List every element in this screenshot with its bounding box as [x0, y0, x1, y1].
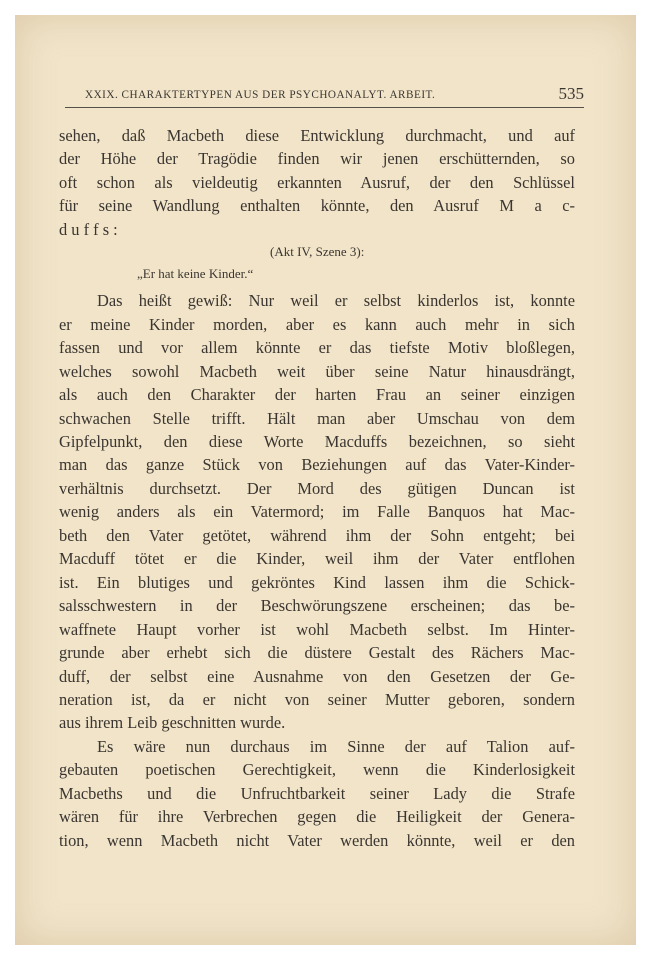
text-line: sehen, daß Macbeth diese Entwicklung durchmacht, und auf: [59, 126, 575, 145]
text-line: als auch den Charakter der harten Frau an seiner einzigen: [59, 385, 575, 405]
text-line: er meine Kinder morden, aber es kann auch mehr in sich: [59, 314, 575, 334]
text-line: salsschwestern in der Beschwörungszene erscheinen; das be-: [59, 596, 575, 616]
text-line: wären für ihre Verbrechen gegen die Heiligkeit der Genera-: [59, 807, 575, 827]
text-line: verhältnis durchsetzt. Der Mord des gütigen Duncan ist: [59, 478, 575, 498]
text-line: Macbeths und die Unfruchtbarkeit seiner Lady die Strafe: [59, 783, 575, 803]
paragraph-3: [59, 735, 575, 852]
page-header: [65, 77, 584, 108]
text-line: wenig anders als ein Vatermord; im Falle Banquos hat Mac-: [59, 502, 575, 522]
text-line: waffnete Haupt vorher ist wohl Macbeth selbst. Im Hinter-: [59, 619, 575, 639]
body-text: [59, 124, 575, 852]
text-line: d u f f s :: [59, 219, 118, 239]
text-line: duff, der selbst eine Ausnahme von den Gesetzen der Ge-: [59, 666, 575, 686]
text-line: welches sowohl Macbeth weit über seine Natur hinausdrängt,: [59, 361, 575, 381]
text-line: Das heißt gewiß: Nur weil er selbst kinderlos ist, konnte: [97, 291, 575, 311]
text-line: oft schon als vieldeutig erkannten Ausruf, der den Schlüssel: [59, 172, 575, 192]
paragraph-1: [59, 124, 575, 241]
text-line: Gipfelpunkt, den diese Worte Macduffs bezeichnen, so sieht: [59, 431, 575, 451]
text-line: gebauten poetischen Gerechtigkeit, wenn die Kinderlosigkeit: [59, 760, 575, 780]
text-line: der Höhe der Tragödie finden wir jenen erschütternden, so: [59, 149, 575, 169]
text-line: grunde aber erhebt sich die düstere Gestalt des Rächers Mac-: [59, 643, 575, 663]
paragraph-2: [59, 289, 575, 735]
text-line: Es wäre nun durchaus im Sinne der auf Talion auf-: [97, 736, 575, 756]
text-line: ist. Ein blutiges und gekröntes Kind lassen ihm die Schick-: [59, 572, 575, 592]
text-line: tion, wenn Macbeth nicht Vater werden könnte, weil er den: [59, 830, 575, 850]
running-head: XXIX. CHARAKTERTYPEN AUS DER PSYCHOANALYT. ARBEIT.: [85, 89, 436, 101]
page-number: 535: [558, 84, 584, 103]
text-line: schwachen Stelle trifft. Hält man aber Umschau von dem: [59, 408, 575, 428]
quote-reference: (Akt IV, Szene 3):: [270, 244, 365, 260]
text-line: fassen und vor allem könnte er das tiefste Motiv bloßlegen,: [59, 338, 575, 358]
text-line: für seine Wandlung enthalten könnte, den Ausruf M a c-: [59, 196, 575, 216]
text-line: beth den Vater getötet, während ihm der Sohn entgeht; bei: [59, 525, 575, 545]
block-quote: „Er hat keine Kinder.“: [137, 266, 254, 282]
text-line: neration ist, da er nicht von seiner Mutter geboren, sondern: [59, 689, 575, 709]
book-page: [15, 15, 636, 945]
text-line: aus ihrem Leib geschnitten wurde.: [59, 713, 286, 733]
text-line: Macduff tötet er die Kinder, weil ihm der Vater entflohen: [59, 549, 575, 569]
text-line: man das ganze Stück von Beziehungen auf das Vater-Kinder-: [59, 455, 575, 475]
